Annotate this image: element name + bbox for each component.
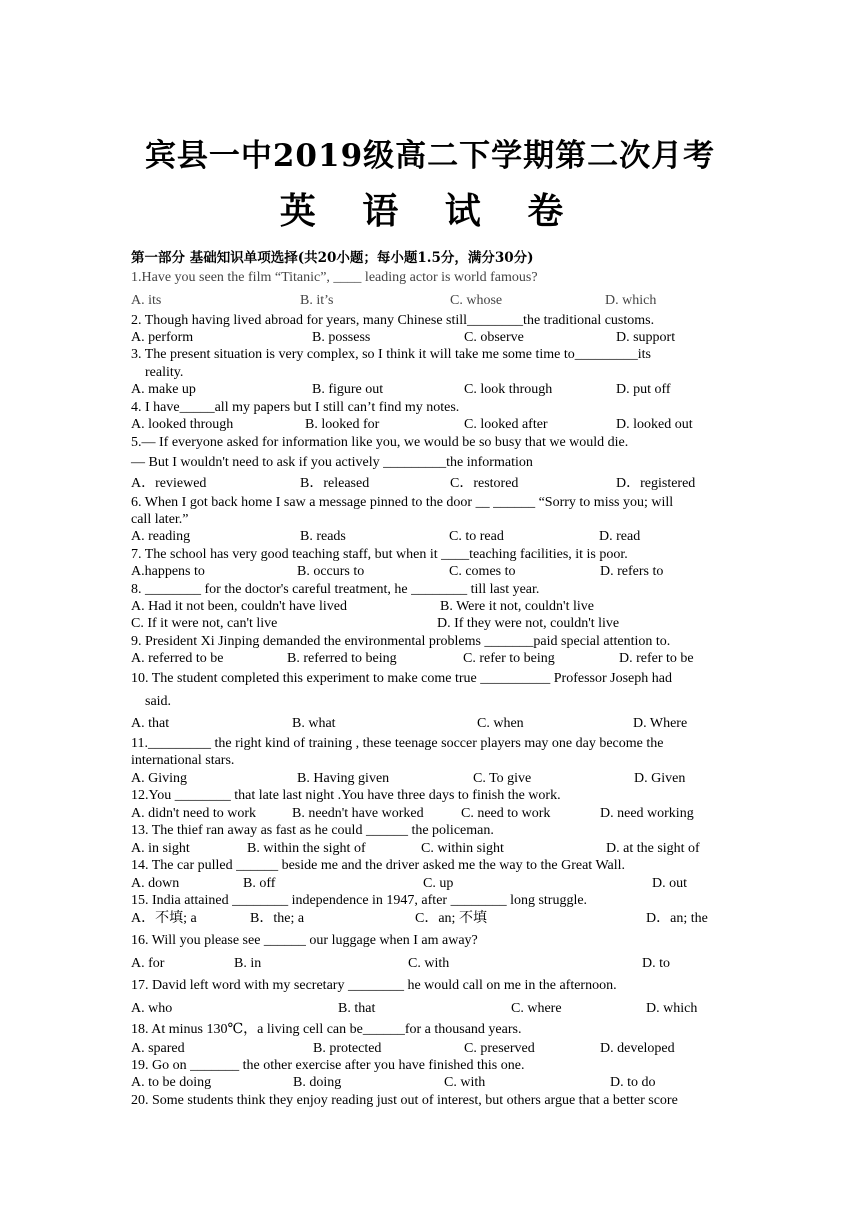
question-4: 4. I have_____all my papers but I still can’t find my notes. <box>131 400 460 415</box>
q16-option-c: C. with <box>408 956 450 971</box>
q15-option-d: D．an; the <box>646 911 708 926</box>
q19-option-a: A. to be doing <box>131 1075 212 1090</box>
q12-option-c: C. need to work <box>461 806 551 821</box>
question-1: 1.Have you seen the film “Titanic”, ____ leading actor is world famous? <box>131 270 538 285</box>
q19-option-c: C. with <box>444 1075 486 1090</box>
q10-option-d: D. Where <box>633 716 688 731</box>
q3-option-d: D. put off <box>616 382 671 397</box>
q1-option-b: B. it’s <box>300 293 334 308</box>
question-11-cont: international stars. <box>131 753 235 768</box>
q6-option-c: C. to read <box>449 529 504 544</box>
q14-option-b: B. off <box>243 876 276 891</box>
question-15: 15. India attained ________ independence in 1947, after ________ long struggle. <box>131 893 588 908</box>
q7-option-c: C. comes to <box>449 564 516 579</box>
q10-option-b: B. what <box>292 716 336 731</box>
question-18: 18. At minus 130℃，a living cell can be______for a thousand years. <box>131 1022 522 1037</box>
question-16: 16. Will you please see ______ our luggage when I am away? <box>131 933 478 948</box>
question-10-cont: said. <box>145 694 172 709</box>
question-6: 6. When I got back home I saw a message pinned to the door __ ______ “Sorry to miss you; will <box>131 495 674 510</box>
q9-option-c: C. refer to being <box>463 651 555 666</box>
exam-subtitle: 英 语 试 卷 <box>279 190 581 232</box>
q17-option-a: A. who <box>131 1001 173 1016</box>
q11-option-a: A. Giving <box>131 771 187 786</box>
q12-option-b: B. needn't have worked <box>292 806 424 821</box>
q11-option-d: D. Given <box>634 771 686 786</box>
q15-option-a: A．不填; a <box>131 911 197 926</box>
q17-option-c: C. where <box>511 1001 562 1016</box>
q15-option-c: C．an; 不填 <box>415 911 487 926</box>
q18-option-c: C. preserved <box>464 1041 535 1056</box>
q5-option-c: C．restored <box>450 476 519 491</box>
q17-option-d: D. which <box>646 1001 698 1016</box>
q1-option-c: C. whose <box>450 293 503 308</box>
q2-option-c: C. observe <box>464 330 524 345</box>
q8-option-a: A. Had it not been, couldn't have lived <box>131 599 347 614</box>
q18-option-d: D. developed <box>600 1041 675 1056</box>
q13-option-a: A. in sight <box>131 841 190 856</box>
q2-option-b: B. possess <box>312 330 371 345</box>
q13-option-b: B. within the sight of <box>247 841 366 856</box>
q18-option-a: A. spared <box>131 1041 185 1056</box>
q1-option-d: D. which <box>605 293 657 308</box>
q13-option-d: D. at the sight of <box>606 841 700 856</box>
q6-option-b: B. reads <box>300 529 346 544</box>
q3-option-c: C. look through <box>464 382 553 397</box>
q12-option-d: D. need working <box>600 806 694 821</box>
q4-option-b: B. looked for <box>305 417 380 432</box>
question-13: 13. The thief ran away as fast as he could ______ the policeman. <box>131 823 494 838</box>
q19-option-d: D. to do <box>610 1075 656 1090</box>
question-6-cont: call later.” <box>131 512 189 527</box>
q16-option-d: D. to <box>642 956 670 971</box>
q14-option-c: C. up <box>423 876 454 891</box>
q9-option-d: D. refer to be <box>619 651 694 666</box>
q6-option-a: A. reading <box>131 529 191 544</box>
q8-option-d: D. If they were not, couldn't live <box>437 616 620 631</box>
q18-option-b: B. protected <box>313 1041 382 1056</box>
q12-option-a: A. didn't need to work <box>131 806 257 821</box>
q19-option-b: B. doing <box>293 1075 342 1090</box>
q10-option-c: C. when <box>477 716 524 731</box>
question-7: 7. The school has very good teaching staff, but when it ____teaching facilities, it is poor. <box>131 547 628 562</box>
question-19: 19. Go on _______ the other exercise after you have finished this one. <box>131 1058 525 1073</box>
question-12: 12.You ________ that late last night .You have three days to finish the work. <box>131 788 561 803</box>
question-14: 14. The car pulled ______ beside me and the driver asked me the way to the Great Wall. <box>131 858 626 873</box>
q16-option-a: A. for <box>131 956 165 971</box>
q2-option-d: D. support <box>616 330 676 345</box>
q4-option-a: A. looked through <box>131 417 234 432</box>
question-17: 17. David left word with my secretary ________ he would call on me in the afternoon. <box>131 978 617 993</box>
q11-option-b: B. Having given <box>297 771 390 786</box>
question-3-cont: reality. <box>145 365 184 380</box>
q6-option-d: D. read <box>599 529 641 544</box>
q1-option-a: A. its <box>131 293 162 308</box>
question-8: 8. ________ for the doctor's careful treatment, he ________ till last year. <box>131 582 540 597</box>
q7-option-b: B. occurs to <box>297 564 365 579</box>
q8-option-b: B. Were it not, couldn't live <box>440 599 594 614</box>
q7-option-a: A.happens to <box>131 564 205 579</box>
q3-option-a: A. make up <box>131 382 196 397</box>
question-5-cont: — But I wouldn't need to ask if you actively _________the information <box>131 455 533 470</box>
q2-option-a: A. perform <box>131 330 194 345</box>
q7-option-d: D. refers to <box>600 564 664 579</box>
section-heading: 第一部分 基础知识单项选择(共20小题；每小题1.5分，满分30分) <box>131 250 534 266</box>
q14-option-d: D. out <box>652 876 687 891</box>
q9-option-b: B. referred to being <box>287 651 397 666</box>
q5-option-d: D．registered <box>616 476 696 491</box>
q9-option-a: A. referred to be <box>131 651 224 666</box>
q4-option-d: D. looked out <box>616 417 693 432</box>
exam-title: 宾县一中2019级高二下学期第二次月考 <box>144 138 716 174</box>
question-2: 2. Though having lived abroad for years, many Chinese still________the traditional customs. <box>131 313 655 328</box>
q3-option-b: B. figure out <box>312 382 384 397</box>
q13-option-c: C. within sight <box>421 841 504 856</box>
q5-option-a: A．reviewed <box>131 476 207 491</box>
question-10: 10. The student completed this experiment to make come true __________ Professor Joseph had <box>131 671 672 686</box>
question-20: 20. Some students think they enjoy reading just out of interest, but others argue that a better score <box>131 1093 678 1108</box>
q15-option-b: B．the; a <box>250 911 305 926</box>
q4-option-c: C. looked after <box>464 417 548 432</box>
q8-option-c: C. If it were not, can't live <box>131 616 278 631</box>
question-9: 9. President Xi Jinping demanded the environmental problems _______paid special attention to. <box>131 634 671 649</box>
question-3: 3. The present situation is very complex, so I think it will take me some time to_________its <box>131 347 652 362</box>
q14-option-a: A. down <box>131 876 180 891</box>
q16-option-b: B. in <box>234 956 262 971</box>
q11-option-c: C. To give <box>473 771 532 786</box>
question-11: 11._________ the right kind of training , these teenage soccer players may one day become the <box>131 736 664 751</box>
q17-option-b: B. that <box>338 1001 376 1016</box>
q5-option-b: B．released <box>300 476 370 491</box>
q10-option-a: A. that <box>131 716 170 731</box>
question-5: 5.— If everyone asked for information like you, we would be so busy that we would die. <box>131 435 629 450</box>
